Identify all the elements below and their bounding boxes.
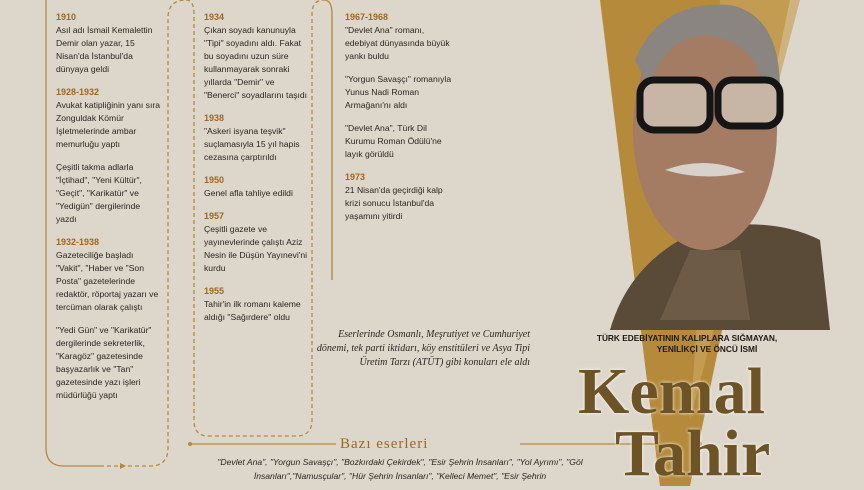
year: 1932-1938 <box>56 237 100 247</box>
event: 21 Nisan'da geçirdiği kalp krizi sonucu İstanbul'da yaşamını yitirdi <box>345 185 443 221</box>
event: Çeşitli takma adlarla "İçtihad", "Yeni Kültür", "Geçit", "Karikatür" ve "Yedigün" dergilerinde yazdı <box>56 162 142 224</box>
event: "Yedi Gün" ve "Karikatür" dergilerinde sekreterlik, "Karagöz" gazetesinde başyazarlık ve "Tan" gazetesinde yazı işleri müdürlüğü yaptı <box>56 325 152 400</box>
event: "Devlet Ana", Türk Dil Kurumu Roman Ödülü'ne layık görüldü <box>345 123 442 159</box>
year: 1950 <box>204 175 225 185</box>
event: Asıl adı İsmail Kemalettin Demir olan yazar, 15 Nisan'da İstanbul'da dünyaya geldi <box>56 25 153 74</box>
year: 1967-1968 <box>345 12 389 22</box>
event: Çeşitli gazete ve yayınevlerinde çalıştı Aziz Nesin ile Düşün Yayınevi'ni kurdu <box>204 224 308 273</box>
year: 1955 <box>204 286 225 296</box>
event: "Devlet Ana" romanı, edebiyat dünyasında büyük yankı buldu <box>345 25 450 61</box>
event: "Askeri isyana teşvik" suçlamasıyla 15 yıl hapis cezasına çarptırıldı <box>204 126 300 162</box>
year: 1957 <box>204 211 225 221</box>
tagline-line-1: TÜRK EDEBİYATININ KALIPLARA SIĞMAYAN, <box>596 333 778 343</box>
year: 1934 <box>204 12 225 22</box>
event: Çıkan soyadı kanunuyla "Tipi" soyadını aldı. Fakat bu soyadını uzun süre kullanmayarak sonraki yıllarda "Demir" ve "Benerci" soyadlarını taşıdı <box>204 25 308 100</box>
year: 1928-1932 <box>56 87 100 97</box>
year: 1910 <box>56 12 77 22</box>
event: Tahir'in ilk romanı kaleme aldığı "Sağırdere" oldu <box>204 299 301 322</box>
timeline-column-1 <box>56 11 162 412</box>
year: 1938 <box>204 113 225 123</box>
event: Genel afla tahliye edildi <box>204 188 293 198</box>
timeline-column-3 <box>345 11 457 233</box>
event: "Yorgun Savaşçı" romanıyla Yunus Nadi Roman Armağanı'nı aldı <box>345 74 452 110</box>
tagline <box>576 333 798 355</box>
tagline-line-2: YENİLİKÇİ VE ÖNCÜ İSMİ <box>656 344 758 354</box>
quote-text: Eserlerinde Osmanlı, Meşrutiyet ve Cumhuriyet dönemi, tek parti iktidarı, köy enstitüleri ve Asya Tipi Üretim Tarzı (ATÜT) gibi konuları ele aldı <box>316 329 530 368</box>
works-title: Bazı eserleri <box>340 436 429 452</box>
year: 1973 <box>345 172 366 182</box>
event: Gazeteciliğe başladı "Vakit", "Haber ve "Son Posta" gazetelerinde redaktör, röportaj yazarı ve tercüman olarak çalıştı <box>56 250 159 312</box>
timeline-column-2 <box>204 11 308 334</box>
event: Avukat katipliğinin yanı sıra Zonguldak Kömür İşletmelerinde ambar memurluğu yaptı <box>56 100 160 149</box>
first-name: Kemal <box>578 355 765 428</box>
last-name: Tahir <box>615 417 771 490</box>
works-list: "Devlet Ana", "Yorgun Savaşçı", "Bozkırdaki Çekirdek", "Esir Şehrin İnsanları", "Yol Ayrımı", "Göl İnsanları","Namusçular", "Hür Şehrin İnsanları", "Kelleci Memet", "Esir Şehrin <box>217 457 583 481</box>
